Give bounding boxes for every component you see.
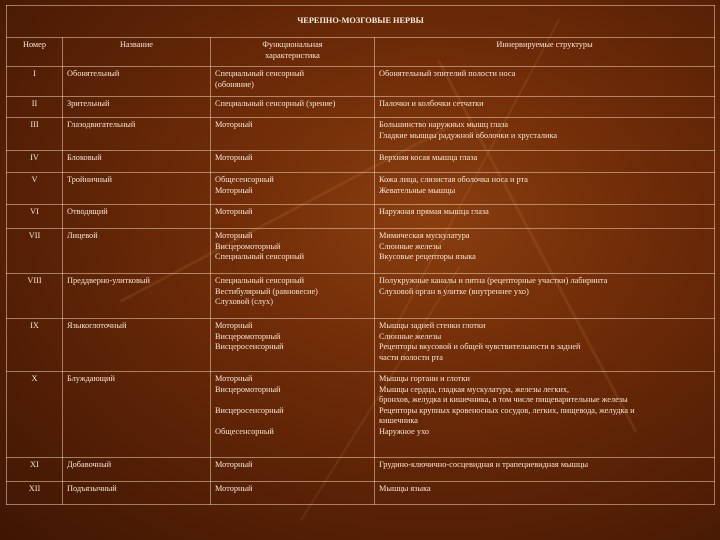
cell-function: Специальный сенсорный (зрение)	[211, 97, 375, 118]
cell-structures: Мимическая мускулатура Слюнные железы Вкусовые рецепторы языка	[375, 229, 715, 274]
table-row	[7, 319, 715, 372]
cell-function: Моторный Висцеромоторный Висцеросенсорный Общесенсорный	[211, 372, 375, 458]
cell-structures: Кожа лица, слизистая оболочка носа и рта Жевательные мышцы	[375, 173, 715, 205]
cell-function: Моторный Висцеромоторный Специальный сенсорный	[211, 229, 375, 274]
cell-function: Моторный	[211, 205, 375, 229]
cell-number: II	[7, 97, 63, 118]
cell-name: Обонятельный	[63, 67, 211, 97]
table-row	[7, 173, 715, 205]
table-row	[7, 229, 715, 274]
cell-name: Зрительный	[63, 97, 211, 118]
cell-function: Моторный Висцеромоторный Висцеросенсорный	[211, 319, 375, 372]
header-number: Номер	[7, 38, 63, 67]
table-row	[7, 205, 715, 229]
cell-structures: Палочки и колбочки сетчатки	[375, 97, 715, 118]
cell-function: Общесенсорный Моторный	[211, 173, 375, 205]
cell-number: VIII	[7, 274, 63, 319]
cell-structures: Наружная прямая мышца глаза	[375, 205, 715, 229]
cell-function: Моторный	[211, 118, 375, 151]
cell-function: Моторный	[211, 482, 375, 505]
table-row	[7, 151, 715, 173]
cell-number: III	[7, 118, 63, 151]
cell-number: VII	[7, 229, 63, 274]
header-name: Название	[63, 38, 211, 67]
cell-number: XII	[7, 482, 63, 505]
cell-structures: Мышцы языка	[375, 482, 715, 505]
cell-function: Специальный сенсорный Вестибулярный (равновесие) Слуховой (слух)	[211, 274, 375, 319]
cell-name: Тройничный	[63, 173, 211, 205]
cell-name: Преддверно-улитковый	[63, 274, 211, 319]
cell-number: IV	[7, 151, 63, 173]
cell-name: Подъязычный	[63, 482, 211, 505]
table-row	[7, 482, 715, 505]
table-title: ЧЕРЕПНО-МОЗГОВЫЕ НЕРВЫ	[7, 6, 715, 38]
table-title-row	[7, 6, 715, 38]
cell-name: Блоковый	[63, 151, 211, 173]
cell-name: Глазодвигательный	[63, 118, 211, 151]
cell-name: Блуждающий	[63, 372, 211, 458]
cell-name: Добавочный	[63, 458, 211, 482]
table-row	[7, 372, 715, 458]
cell-number: IX	[7, 319, 63, 372]
cell-number: X	[7, 372, 63, 458]
table-row	[7, 67, 715, 97]
table-row	[7, 118, 715, 151]
cell-structures: Грудино-ключично-сосцевидная и трапециевидная мышцы	[375, 458, 715, 482]
cell-structures: Обонятельный эпителий полости носа	[375, 67, 715, 97]
cell-name: Языкоглоточный	[63, 319, 211, 372]
cranial-nerves-table	[6, 5, 715, 505]
table-row	[7, 97, 715, 118]
cell-function: Специальный сенсорный (обоняние)	[211, 67, 375, 97]
cell-name: Отводящий	[63, 205, 211, 229]
header-function: Функциональная характеристика	[211, 38, 375, 67]
cell-number: I	[7, 67, 63, 97]
table-row	[7, 458, 715, 482]
cell-number: VI	[7, 205, 63, 229]
table-header-row	[7, 38, 715, 67]
cell-structures: Верхняя косая мышца глаза	[375, 151, 715, 173]
cell-number: XI	[7, 458, 63, 482]
cell-structures: Полукружные каналы и пятна (рецепторные участки) лабиринта Слуховой орган в улитке (внутреннее ухо)	[375, 274, 715, 319]
cell-structures: Мышцы задней стенки глотки Слюнные железы Рецепторы вкусовой и общей чувствительности в задней части полости рта	[375, 319, 715, 372]
cell-structures: Большинство наружных мышц глаза Гладкие мышцы радужной оболочки и хрусталика	[375, 118, 715, 151]
cranial-nerves-table-container	[6, 5, 714, 505]
header-structures: Иннервируемые структуры	[375, 38, 715, 67]
cell-function: Моторный	[211, 458, 375, 482]
cell-structures: Мышцы гортани и глотки Мышцы сердца, гладкая мускулатура, железы легких, бронхов, желудка и кишечника, в том числе пищеварительные железы Рецепторы крупных кровеносных сосудов, легких, пищевода, желудка и кишечника Наружное ухо	[375, 372, 715, 458]
cell-name: Лицевой	[63, 229, 211, 274]
cell-number: V	[7, 173, 63, 205]
cell-function: Моторный	[211, 151, 375, 173]
table-row	[7, 274, 715, 319]
